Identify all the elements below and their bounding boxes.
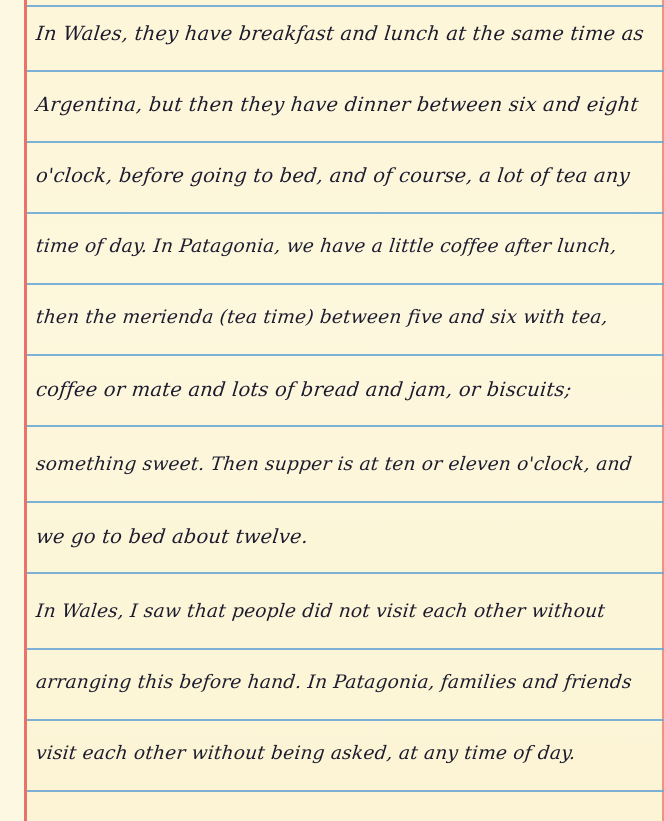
text-line: arranging this before hand. In Patagonia, families and friends bbox=[35, 672, 633, 693]
left-margin-strip bbox=[0, 0, 24, 821]
text-line: o'clock, before going to bed, and of course, a lot of tea any bbox=[35, 164, 632, 187]
text-line: we go to bed about twelve. bbox=[35, 525, 310, 548]
text-line: visit each other without being asked, at any time of day. bbox=[35, 743, 577, 764]
text-line: coffee or mate and lots of bread and jam, or biscuits; bbox=[35, 378, 573, 401]
text-line: something sweet. Then supper is at ten or eleven o'clock, and bbox=[35, 454, 634, 475]
text-line: In Wales, I saw that people did not visit each other without bbox=[35, 601, 607, 622]
text-line: then the merienda (tea time) between five and six with tea, bbox=[35, 307, 609, 328]
text-line: In Wales, they have breakfast and lunch at the same time as bbox=[35, 22, 646, 45]
text-line: Argentina, but then they have dinner between six and eight bbox=[35, 93, 640, 116]
text-line: time of day. In Patagonia, we have a little coffee after lunch, bbox=[35, 236, 618, 257]
handwritten-text bbox=[27, 0, 658, 821]
